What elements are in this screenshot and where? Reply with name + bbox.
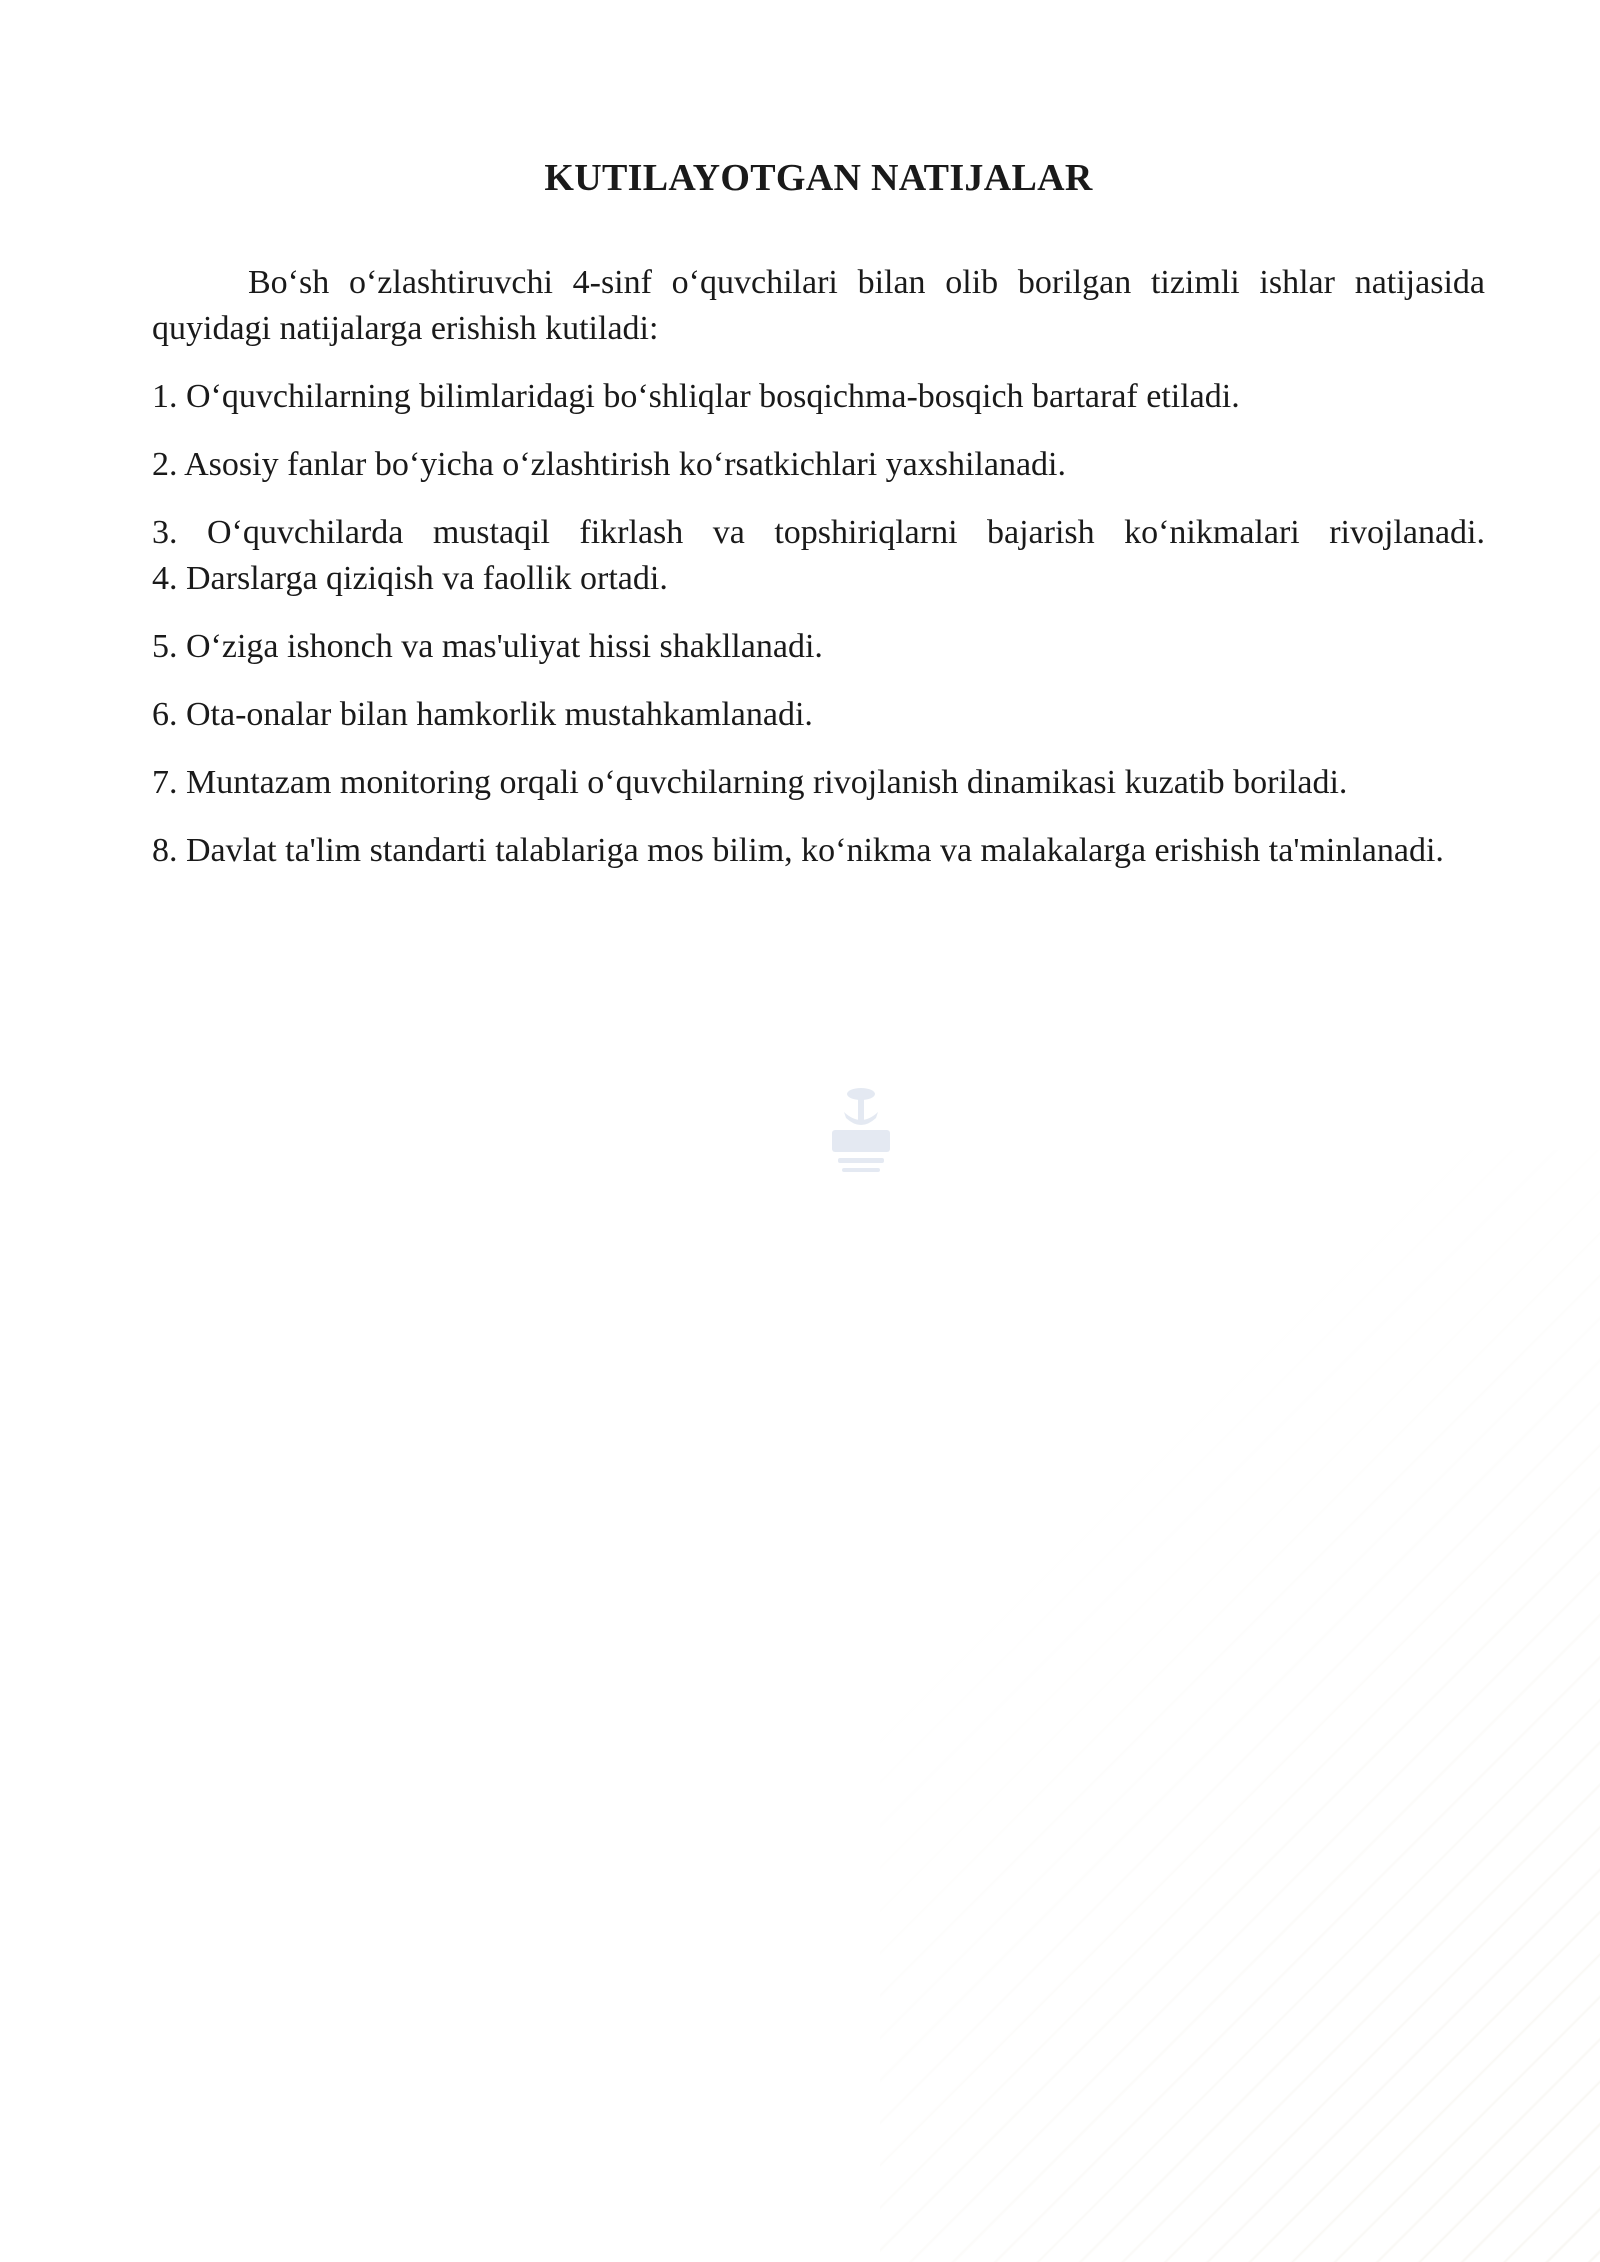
intro-paragraph: Bo‘sh o‘zlashtiruvchi 4-sinf o‘quvchilari bilan olib borilgan tizimli ishlar natijasida quyidagi natijalarga erishish kutiladi: xyxy=(152,264,1485,347)
page-title: KUTILAYOTGAN NATIJALAR xyxy=(544,157,1093,199)
list-item-5: 5. O‘ziga ishonch va mas'uliyat hissi shakllanadi. xyxy=(152,628,823,665)
list-item-1: 1. O‘quvchilarning bilimlaridagi bo‘shliqlar bosqichma-bosqich bartaraf etiladi. xyxy=(152,378,1240,415)
document-body xyxy=(152,152,1485,896)
list-item-3: 3. O‘quvchilarda mustaqil fikrlash va topshiriqlarni bajarish ko‘nikmalari rivojlanadi. xyxy=(152,514,1485,551)
list-item-8: 8. Davlat ta'lim standarti talablariga mos bilim, ko‘nikma va malakalarga erishish ta'minlanadi. xyxy=(152,832,1444,869)
paper-texture xyxy=(880,1150,1600,2262)
list-item-7: 7. Muntazam monitoring orqali o‘quvchilarning rivojlanish dinamikasi kuzatib boriladi. xyxy=(152,764,1348,801)
list-item-2: 2. Asosiy fanlar bo‘yicha o‘zlashtirish ko‘rsatkichlari yaxshilanadi. xyxy=(152,446,1066,483)
list-item-6: 6. Ota-onalar bilan hamkorlik mustahkamlanadi. xyxy=(152,696,813,733)
faint-logo-icon xyxy=(818,1082,904,1178)
list-item-4: 4. Darslarga qiziqish va faollik ortadi. xyxy=(152,560,668,597)
